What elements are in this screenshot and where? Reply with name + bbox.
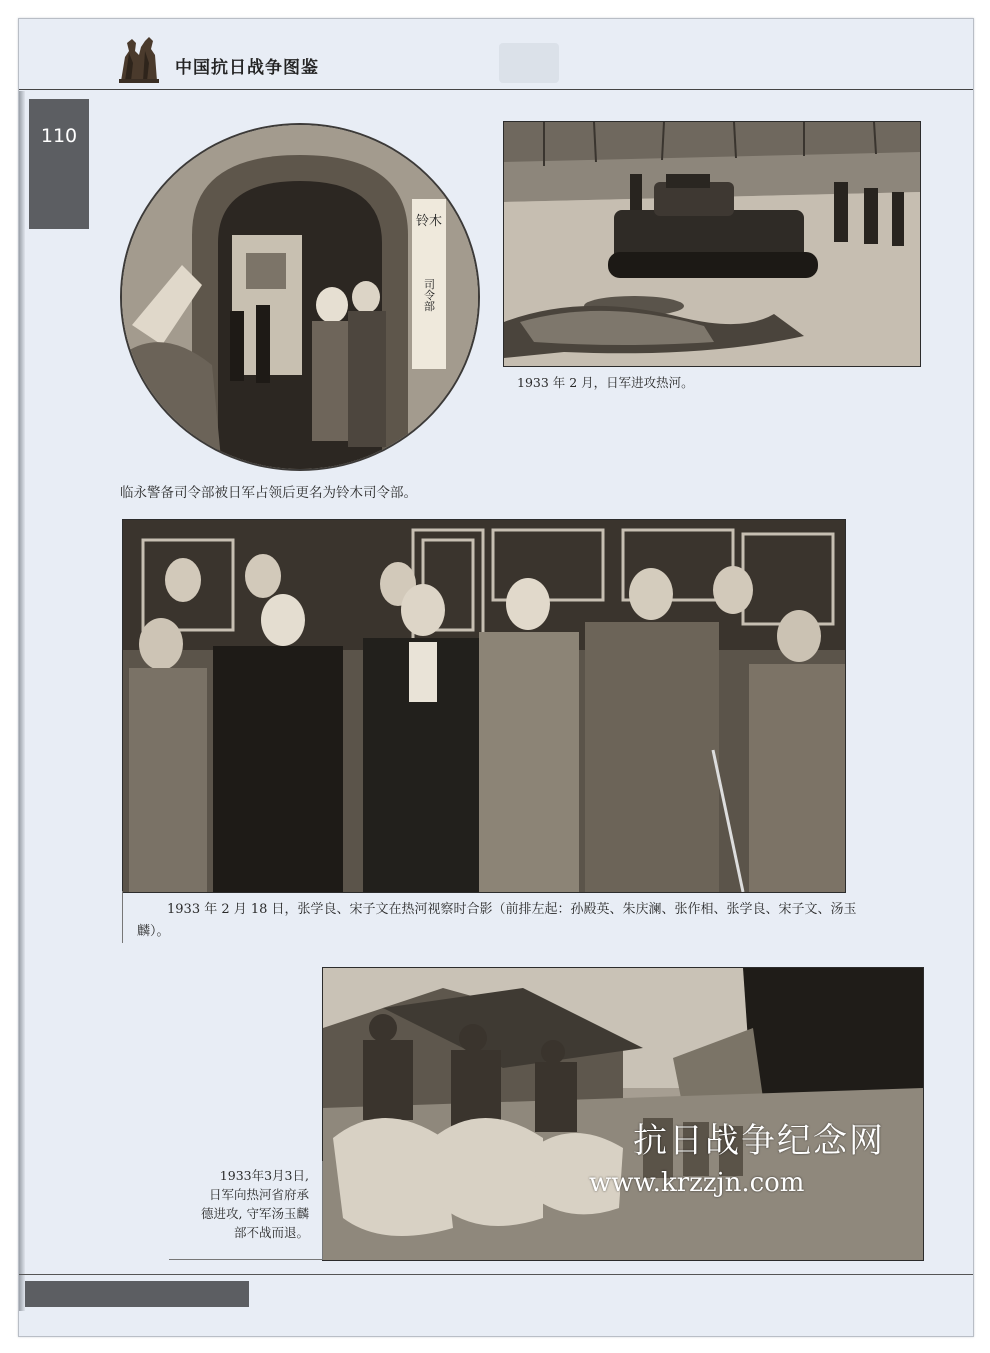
watermark-url: www.krzzjn.com [589, 1168, 805, 1198]
page-number-tab [29, 99, 89, 229]
soldiers-statue-icon [115, 33, 163, 83]
tank-caption: 1933 年 2 月，日军进攻热河。 [517, 375, 694, 390]
footer-rule [19, 1274, 973, 1275]
page-number: 110 [40, 125, 78, 147]
caption-rule-vertical [122, 891, 123, 943]
chengde-caption-line: 部不战而退。 [233, 1225, 309, 1240]
caption-rule-horizontal [169, 1259, 323, 1260]
header-rule [19, 89, 973, 90]
sign-text-line-1: 铃木 [415, 214, 443, 229]
footer-bar [25, 1281, 249, 1307]
caption-rule-vertical [322, 1161, 323, 1260]
chengde-caption-line: 德进攻, 守军汤玉麟 [201, 1206, 309, 1221]
headquarters-caption: 临永警备司令部被日军占领后更名为铃木司令部。 [120, 485, 417, 501]
chengde-caption [169, 1166, 309, 1242]
page-spine [19, 91, 25, 1311]
chengde-caption-line: 日军向热河省府承 [208, 1187, 309, 1202]
headquarters-photo [120, 123, 480, 471]
book-page [18, 18, 974, 1337]
sign-text-line-2: 司令部 [422, 278, 436, 312]
group-portrait-caption: 1933 年 2 月 18 日，张学良、宋子文在热河视察时合影（前排左起：孙殿英、朱庆澜、张作相、张学良、宋子文、汤玉麟）。 [137, 902, 857, 939]
site-watermark [575, 1113, 915, 1198]
group-portrait-photo [122, 519, 846, 893]
book-title: 中国抗日战争图鉴 [175, 58, 319, 78]
tank-photo [503, 121, 921, 367]
header-bleed-through [499, 43, 559, 83]
chengde-caption-line: 1933年3月3日, [219, 1168, 309, 1183]
watermark-site-name: 抗日战争纪念网 [633, 1121, 885, 1161]
